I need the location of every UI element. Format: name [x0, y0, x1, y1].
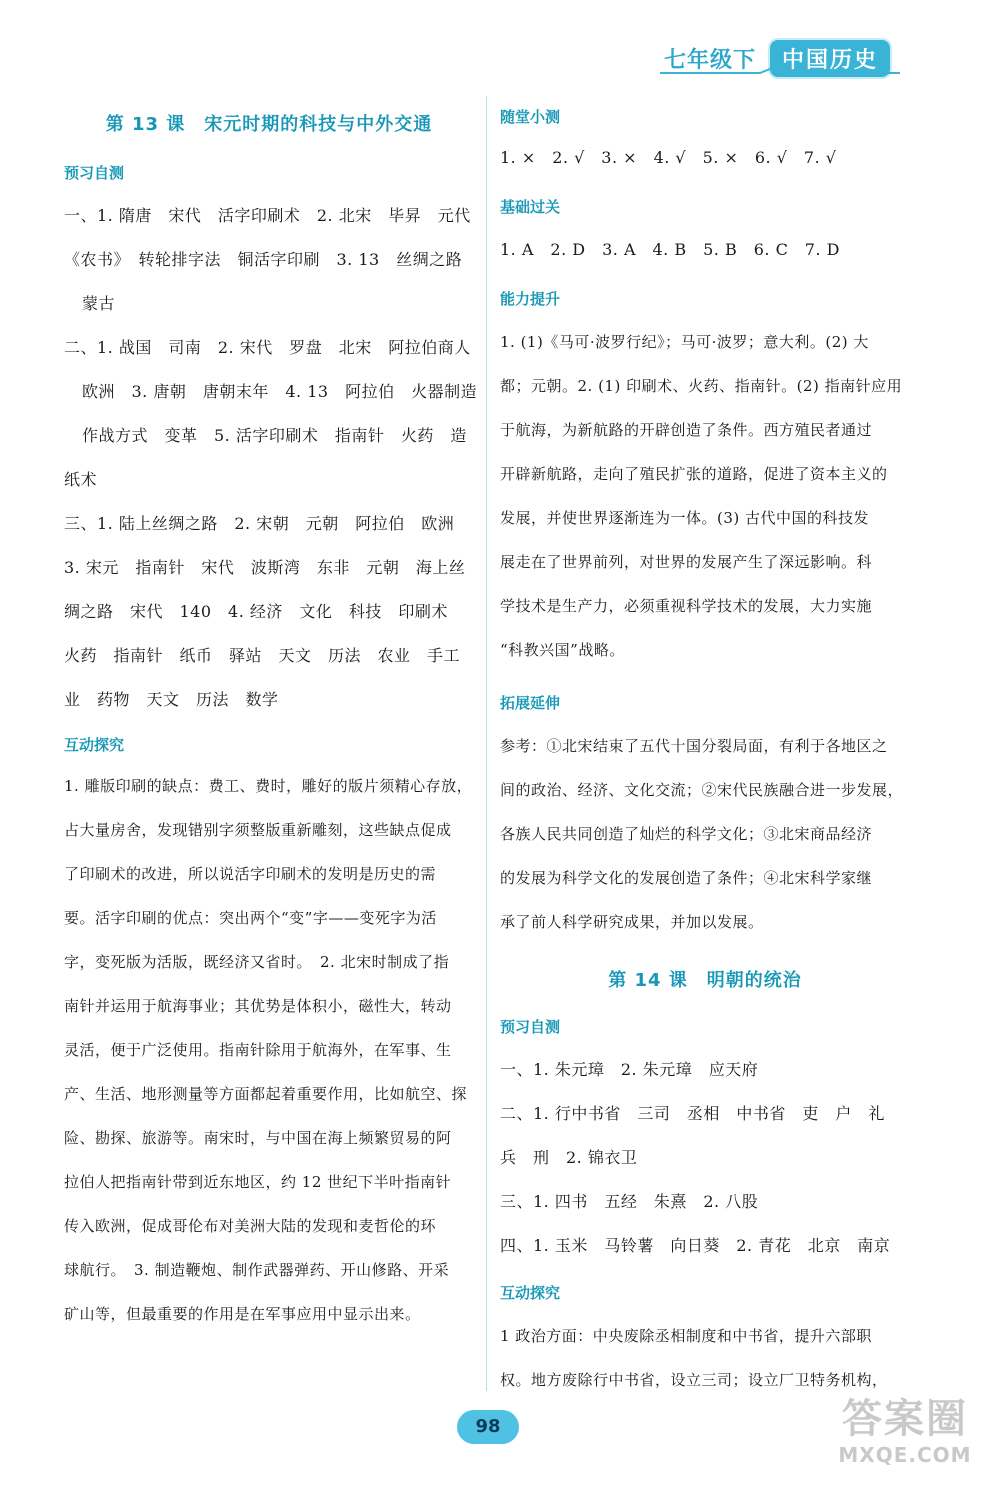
- text-line: 火药 指南针 纸币 驿站 天文 历法 农业 手工: [64, 646, 461, 665]
- section-interactive-inquiry: 互动探究: [64, 736, 125, 754]
- section-ability-boost: 能力提升: [500, 290, 561, 308]
- text-line: 业 药物 天文 历法 数学: [64, 690, 279, 709]
- text-line: 于航海，为新航路的开辟创造了条件。西方殖民者通过: [500, 421, 873, 439]
- text-line: 四、1. 玉米 马铃薯 向日葵 2. 青花 北京 南京: [500, 1236, 891, 1255]
- text-line: 一、1. 朱元璋 2. 朱元璋 应天府: [500, 1060, 759, 1079]
- text-line: 南针并运用于航海事业；其优势是体积小，磁性大，转动: [64, 997, 452, 1015]
- text-line: 3. 宋元 指南针 宋代 波斯湾 东非 元朝 海上丝: [64, 558, 466, 577]
- text-line: 都；元朝。2. (1) 印刷术、火药、指南针。(2) 指南针应用: [500, 377, 903, 395]
- section-extension: 拓展延伸: [500, 694, 561, 712]
- preview-test-answers: [64, 194, 478, 722]
- text-line: 各族人民共同创造了灿烂的科学文化；③北宋商品经济: [500, 825, 873, 843]
- text-line: 二、1. 行中书省 三司 丞相 中书省 吏 户 礼: [500, 1104, 885, 1123]
- basic-level-answers: [500, 228, 910, 272]
- text-line: 要。活字印刷的优点：突出两个“变”字——变死字为活: [64, 909, 437, 927]
- extension-answers: [500, 724, 910, 944]
- text-line: 发展，并使世界逐渐连为一体。(3) 古代中国的科技发: [500, 509, 870, 527]
- text-line: 产、生活、地形测量等方面都起着重要作用，比如航空、探: [64, 1085, 468, 1103]
- interactive-inquiry-answers: [64, 764, 474, 1336]
- text-line: 绸之路 宋代 140 4. 经济 文化 科技 印刷术: [64, 602, 448, 621]
- text-line: 三、1. 四书 五经 朱熹 2. 八股: [500, 1192, 759, 1211]
- section-preview-test: 预习自测: [64, 164, 125, 182]
- text-line: 球航行。 3. 制造鞭炮、制作武器弹药、开山修路、开采: [64, 1261, 450, 1279]
- text-line: 开辟新航路，走向了殖民扩张的道路，促进了资本主义的: [500, 465, 888, 483]
- subject-badge: 中国历史: [770, 40, 890, 77]
- section-quick-quiz: 随堂小测: [500, 108, 561, 126]
- column-divider: [486, 96, 487, 1391]
- text-line: 拉伯人把指南针带到近东地区，约 12 世纪下半叶指南针: [64, 1173, 452, 1191]
- section-basic-level: 基础过关: [500, 198, 561, 216]
- text-line: 参考：①北宋结束了五代十国分裂局面，有利于各地区之: [500, 737, 888, 755]
- text-line: 《农书》 转轮排字法 铜活字印刷 3. 13 丝绸之路: [64, 250, 463, 269]
- grade-label: 七年级下: [664, 47, 757, 73]
- text-line: 学技术是生产力，必须重视科学技术的发展，大力实施: [500, 597, 873, 615]
- page-number: 98: [457, 1410, 519, 1444]
- text-line: 展走在了世界前列，对世界的发展产生了深远影响。科: [500, 553, 873, 571]
- text-line: 作战方式 变革 5. 活字印刷术 指南针 火药 造: [82, 426, 467, 445]
- lesson-13-title: 第 13 课 宋元时期的科技与中外交通: [105, 114, 433, 135]
- text-line: 险、勘探、旅游等。南宋时，与中国在海上频繁贸易的阿: [64, 1129, 452, 1147]
- text-line: 字，变死版为活版，既经济又省时。 2. 北宋时制成了指: [64, 953, 450, 971]
- text-line: 兵 刑 2. 锦衣卫: [500, 1148, 638, 1167]
- ability-boost-answers: [500, 320, 910, 672]
- watermark-top: 答案圈: [842, 1396, 968, 1442]
- text-line: 1. 雕版印刷的缺点：费工、费时，雕好的版片须精心存放，: [64, 777, 473, 795]
- text-line: 传入欧洲，促成哥伦布对美洲大陆的发现和麦哲伦的环: [64, 1217, 437, 1235]
- section-interactive-inquiry-2: 互动探究: [500, 1284, 561, 1302]
- header-swoosh-icon: [660, 68, 900, 76]
- text-line: 1 政治方面：中央废除丞相制度和中书省，提升六部职: [500, 1327, 872, 1345]
- preview-test-2-answers: [500, 1048, 910, 1268]
- text-line: 权。地方废除行中书省，设立三司；设立厂卫特务机构，: [500, 1371, 888, 1389]
- text-line: “科教兴国”战略。: [500, 641, 625, 659]
- text-line: 欧洲 3. 唐朝 唐朝末年 4. 13 阿拉伯 火器制造: [82, 382, 478, 401]
- text-line: 蒙古: [82, 294, 116, 313]
- watermark-logo: [820, 1395, 990, 1475]
- text-line: 二、1. 战国 司南 2. 宋代 罗盘 北宋 阿拉伯商人: [64, 338, 471, 357]
- text-line: 1. A 2. D 3. A 4. B 5. B 6. C 7. D: [500, 240, 840, 259]
- text-line: 灵活，便于广泛使用。指南针除用于航海外，在军事、生: [64, 1041, 452, 1059]
- text-line: 1. (1)《马可·波罗行纪》；马可·波罗；意大利。(2) 大: [500, 333, 869, 351]
- text-line: 1. × 2. √ 3. × 4. √ 5. × 6. √ 7. √: [500, 148, 837, 167]
- lesson-14-title: 第 14 课 明朝的统治: [608, 970, 802, 991]
- text-line: 承了前人科学研究成果，并加以发展。: [500, 913, 764, 931]
- text-line: 三、1. 陆上丝绸之路 2. 宋朝 元朝 阿拉伯 欧洲: [64, 514, 455, 533]
- text-line: 间的政治、经济、文化交流；②宋代民族融合进一步发展，: [500, 781, 904, 799]
- text-line: 纸术: [64, 470, 98, 489]
- text-line: 一、1. 隋唐 宋代 活字印刷术 2. 北宋 毕昇 元代: [64, 206, 471, 225]
- text-line: 的发展为科学文化的发展创造了条件；④北宋科学家继: [500, 869, 873, 887]
- text-line: 矿山等，但最重要的作用是在军事应用中显示出来。: [64, 1305, 421, 1323]
- section-preview-test-2: 预习自测: [500, 1018, 561, 1036]
- text-line: 了印刷术的改进，所以说活字印刷术的发明是历史的需: [64, 865, 437, 883]
- interactive-inquiry-2-answers: [500, 1314, 910, 1402]
- quick-quiz-answers: [500, 136, 910, 180]
- watermark-bottom: MXQE.COM: [838, 1443, 972, 1467]
- text-line: 占大量房舍，发现错别字须整版重新雕刻，这些缺点促成: [64, 821, 452, 839]
